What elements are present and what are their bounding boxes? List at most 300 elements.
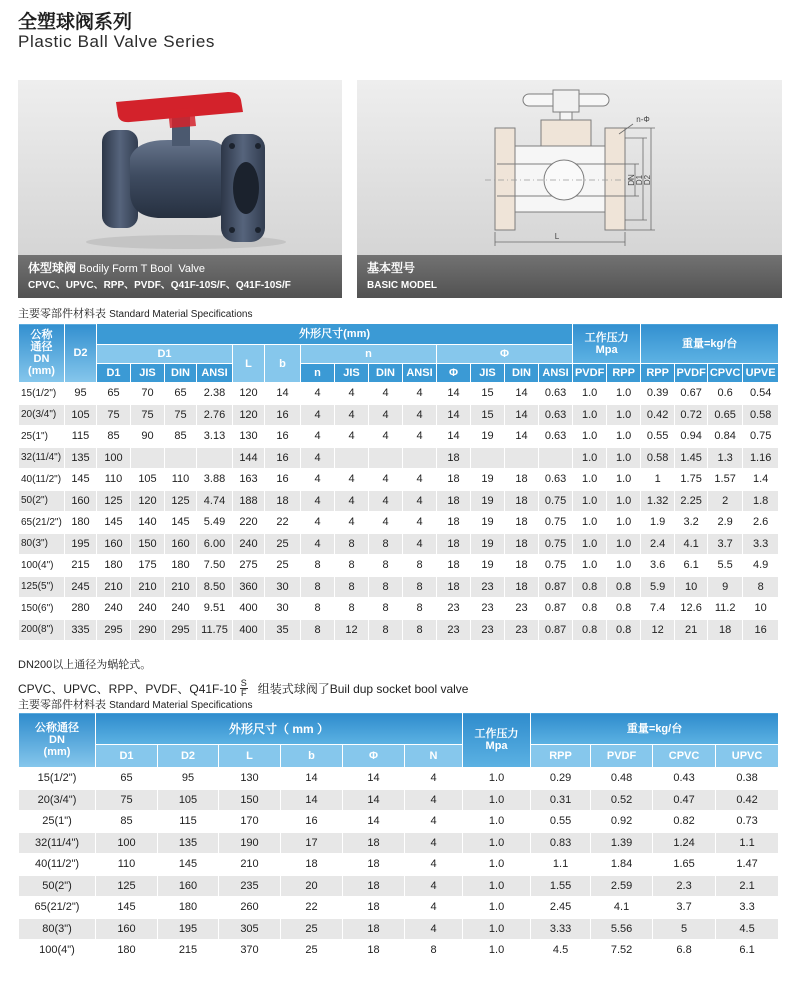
value-cell: 1.16 [743, 447, 779, 469]
value-cell: 215 [65, 555, 97, 577]
basic-model-panel [357, 80, 782, 298]
value-cell: 1.84 [591, 854, 653, 876]
value-cell: 7.52 [591, 940, 653, 962]
value-cell: 18 [343, 832, 405, 854]
value-cell: 8 [335, 576, 369, 598]
table-row [19, 918, 779, 940]
value-cell: 1.0 [573, 404, 607, 426]
value-cell: 4 [405, 811, 463, 833]
value-cell: 175 [131, 555, 165, 577]
value-cell: 8 [369, 576, 403, 598]
value-cell: 85 [96, 811, 158, 833]
value-cell: 130 [219, 768, 281, 790]
value-cell: 0.58 [641, 447, 675, 469]
value-cell: 8 [369, 533, 403, 555]
value-cell: 0.67 [675, 383, 708, 405]
value-cell: 25 [281, 918, 343, 940]
value-cell: 125 [96, 875, 158, 897]
product-caption-bar [18, 255, 342, 298]
value-cell: 210 [97, 576, 131, 598]
value-cell: 1.0 [607, 447, 641, 469]
header-sub: UPVE [743, 364, 779, 383]
value-cell: 7.50 [197, 555, 233, 577]
value-cell: 10 [743, 598, 779, 620]
value-cell: 22 [265, 512, 301, 534]
value-cell: 4 [403, 490, 437, 512]
dn-cell: 50(2") [19, 875, 96, 897]
value-cell: 4 [405, 918, 463, 940]
value-cell: 4 [301, 404, 335, 426]
drawing-bonnet [541, 120, 591, 146]
value-cell: 188 [233, 490, 265, 512]
value-cell: 195 [65, 533, 97, 555]
value-cell: 0.55 [641, 426, 675, 448]
table-row [19, 533, 779, 555]
ball-valve-photo [18, 80, 342, 255]
value-cell: 160 [158, 875, 219, 897]
value-cell: 1.3 [708, 447, 743, 469]
value-cell: 18 [437, 533, 471, 555]
value-cell: 0.43 [653, 768, 716, 790]
value-cell: 8 [335, 533, 369, 555]
value-cell: 4 [335, 426, 369, 448]
value-cell: 210 [165, 576, 197, 598]
value-cell: 110 [165, 469, 197, 491]
value-cell: 3.13 [197, 426, 233, 448]
value-cell: 5.9 [641, 576, 675, 598]
dn-cell: 25(1") [19, 426, 65, 448]
value-cell: 4.74 [197, 490, 233, 512]
value-cell: 8 [369, 619, 403, 641]
value-cell: 2.45 [531, 897, 591, 919]
bolt-hole [229, 143, 235, 149]
n-phi-label: n-Φ [636, 115, 650, 124]
value-cell: 1.55 [531, 875, 591, 897]
value-cell: 1.0 [573, 512, 607, 534]
basic-model-cn: 基本型号 [367, 261, 416, 275]
value-cell: 210 [131, 576, 165, 598]
value-cell: 0.73 [716, 811, 779, 833]
value-cell: 65 [165, 383, 197, 405]
value-cell: 65 [97, 383, 131, 405]
value-cell: 6.1 [716, 940, 779, 962]
value-cell: 4 [403, 404, 437, 426]
value-cell: 1.57 [708, 469, 743, 491]
value-cell: 400 [233, 619, 265, 641]
value-cell: 4 [335, 490, 369, 512]
value-cell: 3.6 [641, 555, 675, 577]
value-cell: 4 [405, 832, 463, 854]
value-cell: 0.47 [653, 789, 716, 811]
header-sub: ANSI [403, 364, 437, 383]
header-dn-line: 通径 [30, 341, 53, 353]
table-row [19, 404, 779, 426]
value-cell: 5.5 [708, 555, 743, 577]
value-cell: 75 [165, 404, 197, 426]
value-cell: 90 [131, 426, 165, 448]
value-cell: 105 [65, 404, 97, 426]
fraction-top: S [240, 678, 247, 688]
value-cell: 335 [65, 619, 97, 641]
value-cell: 4 [335, 404, 369, 426]
header-weight: 重量=kg/台 [531, 713, 779, 745]
value-cell: 0.63 [539, 426, 573, 448]
value-cell: 23 [437, 598, 471, 620]
value-cell: 1.32 [641, 490, 675, 512]
header-sub: N [405, 745, 463, 768]
value-cell: 3.2 [675, 512, 708, 534]
value-cell: 0.84 [708, 426, 743, 448]
value-cell: 4 [403, 426, 437, 448]
header-sub: Φ [343, 745, 405, 768]
value-cell: 125 [165, 490, 197, 512]
value-cell: 10 [675, 576, 708, 598]
value-cell: 1.0 [607, 512, 641, 534]
value-cell: 240 [165, 598, 197, 620]
value-cell: 4.5 [531, 940, 591, 962]
value-cell: 4 [403, 533, 437, 555]
value-cell: 18 [708, 619, 743, 641]
table-row [19, 426, 779, 448]
value-cell: 120 [233, 404, 265, 426]
dn-cell: 25(1") [19, 811, 96, 833]
table-row [19, 940, 779, 962]
value-cell: 0.65 [708, 404, 743, 426]
value-cell: 0.63 [539, 383, 573, 405]
header-sub: n [301, 364, 335, 383]
header-dimensions: 外形尺寸(mm) [97, 324, 573, 345]
value-cell: 1.0 [573, 447, 607, 469]
value-cell: 25 [265, 533, 301, 555]
value-cell: 180 [96, 940, 158, 962]
bolt-hole [255, 143, 261, 149]
header-weight: 重量=kg/台 [641, 324, 779, 364]
dn-cell: 80(3") [19, 533, 65, 555]
value-cell: 35 [265, 619, 301, 641]
value-cell: 8 [403, 598, 437, 620]
basic-model-caption-bar [357, 255, 782, 298]
value-cell: 4 [403, 512, 437, 534]
value-cell: 14 [281, 789, 343, 811]
basic-model-drawing [357, 80, 782, 255]
fraction-bottom: F [240, 688, 247, 698]
value-cell: 305 [219, 918, 281, 940]
value-cell: 16 [265, 404, 301, 426]
header-pressure-unit: Mpa [595, 343, 618, 356]
value-cell: 110 [96, 854, 158, 876]
value-cell: 400 [233, 598, 265, 620]
header-dn-line: 公称通径 [35, 722, 79, 734]
value-cell: 1.0 [607, 404, 641, 426]
value-cell: 2 [708, 490, 743, 512]
header-dn-line: DN [33, 353, 50, 365]
value-cell: 1.39 [591, 832, 653, 854]
table-row [19, 897, 779, 919]
value-cell: 160 [96, 918, 158, 940]
header-dimensions: 外形尺寸（ mm ） [96, 713, 463, 745]
table2-body [19, 768, 779, 962]
value-cell: 12 [641, 619, 675, 641]
value-cell: 8 [369, 555, 403, 577]
table1-header-row [19, 324, 779, 345]
value-cell: 19 [471, 512, 505, 534]
header-d1-group: D1 [97, 345, 233, 364]
value-cell: 115 [158, 811, 219, 833]
drawing-area [357, 80, 782, 255]
value-cell: 12 [335, 619, 369, 641]
value-cell: 100 [97, 447, 131, 469]
value-cell: 18 [437, 576, 471, 598]
value-cell: 5.49 [197, 512, 233, 534]
value-cell: 30 [265, 576, 301, 598]
value-cell: 4.1 [675, 533, 708, 555]
value-cell: 18 [505, 469, 539, 491]
value-cell: 4 [369, 490, 403, 512]
socket-valve-spec-table [18, 712, 779, 962]
table-row [19, 512, 779, 534]
value-cell: 1.45 [675, 447, 708, 469]
value-cell [165, 447, 197, 469]
value-cell: 1.0 [573, 469, 607, 491]
value-cell: 19 [471, 555, 505, 577]
value-cell: 11.75 [197, 619, 233, 641]
table-row [19, 598, 779, 620]
valve-body [130, 140, 232, 218]
value-cell: 1.0 [463, 918, 531, 940]
value-cell: 75 [131, 404, 165, 426]
value-cell: 1.0 [573, 383, 607, 405]
header-dn-line: DN [49, 734, 65, 746]
drawing-handle-hub [553, 90, 579, 112]
value-cell: 0.83 [531, 832, 591, 854]
header-dn-line: 公称 [30, 329, 53, 341]
header-pressure [573, 324, 641, 364]
table2-caption-cn: 主要零部件材料表 [18, 699, 106, 711]
value-cell: 1.24 [653, 832, 716, 854]
dn200-note: DN200以上通径为蜗轮式。 [18, 659, 152, 671]
value-cell: 21 [675, 619, 708, 641]
value-cell: 18 [505, 533, 539, 555]
dn-cell: 40(11/2") [19, 469, 65, 491]
value-cell: 0.75 [539, 512, 573, 534]
value-cell: 30 [265, 598, 301, 620]
header-sub: D2 [158, 745, 219, 768]
value-cell [403, 447, 437, 469]
table-row [19, 490, 779, 512]
value-cell: 0.63 [539, 404, 573, 426]
value-cell: 2.76 [197, 404, 233, 426]
value-cell: 65 [96, 768, 158, 790]
dn-cell: 65(21/2") [19, 897, 96, 919]
value-cell: 145 [165, 512, 197, 534]
value-cell: 0.6 [708, 383, 743, 405]
value-cell: 3.3 [716, 897, 779, 919]
value-cell: 0.48 [591, 768, 653, 790]
value-cell: 4 [369, 512, 403, 534]
header-sub: DIN [505, 364, 539, 383]
header-sub: RPP [531, 745, 591, 768]
value-cell: 7.4 [641, 598, 675, 620]
value-cell: 2.59 [591, 875, 653, 897]
value-cell: 8 [369, 598, 403, 620]
value-cell: 0.82 [653, 811, 716, 833]
value-cell: 163 [233, 469, 265, 491]
value-cell: 1.75 [675, 469, 708, 491]
value-cell: 3.88 [197, 469, 233, 491]
value-cell: 18 [265, 490, 301, 512]
value-cell: 2.9 [708, 512, 743, 534]
dn-cell: 200(8") [19, 619, 65, 641]
value-cell: 4.1 [591, 897, 653, 919]
value-cell: 8 [403, 576, 437, 598]
value-cell: 3.33 [531, 918, 591, 940]
value-cell: 0.38 [716, 768, 779, 790]
value-cell: 8 [403, 619, 437, 641]
dn-cell: 40(11/2") [19, 854, 96, 876]
value-cell: 1.0 [463, 854, 531, 876]
value-cell: 25 [281, 940, 343, 962]
dn-cell: 50(2") [19, 490, 65, 512]
header-phi-group: Φ [437, 345, 573, 364]
value-cell: 23 [505, 598, 539, 620]
value-cell: 11.2 [708, 598, 743, 620]
value-cell: 0.55 [531, 811, 591, 833]
table-row [19, 875, 779, 897]
value-cell: 280 [65, 598, 97, 620]
value-cell: 20 [281, 875, 343, 897]
value-cell: 18 [437, 512, 471, 534]
value-cell: 1 [641, 469, 675, 491]
table-row [19, 832, 779, 854]
value-cell: 16 [743, 619, 779, 641]
table1-header-row [19, 364, 779, 383]
value-cell: 4 [403, 469, 437, 491]
value-cell: 14 [437, 383, 471, 405]
value-cell: 6.00 [197, 533, 233, 555]
value-cell: 210 [219, 854, 281, 876]
value-cell: 4 [301, 490, 335, 512]
header-dn [19, 324, 65, 383]
value-cell: 25 [265, 555, 301, 577]
value-cell: 8 [743, 576, 779, 598]
value-cell: 85 [165, 426, 197, 448]
value-cell: 1.0 [463, 940, 531, 962]
header-b: b [265, 345, 301, 383]
value-cell: 1.0 [463, 897, 531, 919]
value-cell: 2.4 [641, 533, 675, 555]
value-cell [131, 447, 165, 469]
header-sub: CPVC [653, 745, 716, 768]
value-cell: 1.4 [743, 469, 779, 491]
value-cell: 4 [301, 512, 335, 534]
value-cell: 1.0 [463, 811, 531, 833]
value-cell: 180 [65, 512, 97, 534]
value-cell: 125 [97, 490, 131, 512]
value-cell: 1.0 [573, 555, 607, 577]
value-cell: 5.56 [591, 918, 653, 940]
header-d2: D2 [65, 324, 97, 383]
value-cell [471, 447, 505, 469]
value-cell: 370 [219, 940, 281, 962]
dn-cell: 32(11/4") [19, 832, 96, 854]
header-pressure-line: 工作压力 [474, 728, 519, 740]
value-cell: 0.87 [539, 576, 573, 598]
value-cell: 23 [437, 619, 471, 641]
dn-cell: 150(6") [19, 598, 65, 620]
value-cell: 240 [97, 598, 131, 620]
value-cell: 0.87 [539, 619, 573, 641]
value-cell: 220 [233, 512, 265, 534]
value-cell: 16 [265, 447, 301, 469]
dn-cell: 80(3") [19, 918, 96, 940]
drawing-left-flange [495, 128, 515, 230]
header-sub: ANSI [197, 364, 233, 383]
l-label: L [554, 232, 560, 241]
value-cell: 245 [65, 576, 97, 598]
value-cell: 14 [437, 404, 471, 426]
header-pressure [463, 713, 531, 768]
dn-cell: 32(11/4") [19, 447, 65, 469]
value-cell [539, 447, 573, 469]
value-cell: 275 [233, 555, 265, 577]
product-caption-line1 [28, 260, 332, 278]
value-cell: 3.3 [743, 533, 779, 555]
value-cell: 0.8 [573, 619, 607, 641]
dn-cell: 125(5") [19, 576, 65, 598]
value-cell: 1.8 [743, 490, 779, 512]
value-cell: 0.87 [539, 598, 573, 620]
value-cell: 1.0 [573, 533, 607, 555]
value-cell: 215 [158, 940, 219, 962]
table1-header [19, 324, 779, 383]
value-cell: 3.7 [653, 897, 716, 919]
value-cell: 0.8 [573, 598, 607, 620]
value-cell: 130 [233, 426, 265, 448]
header-sub: JIS [471, 364, 505, 383]
drawing-right-flange [605, 128, 625, 230]
value-cell: 0.63 [539, 469, 573, 491]
header-pressure-unit: Mpa [485, 740, 508, 752]
value-cell: 360 [233, 576, 265, 598]
value-cell [369, 447, 403, 469]
value-cell: 1.65 [653, 854, 716, 876]
value-cell: 2.3 [653, 875, 716, 897]
value-cell: 0.8 [573, 576, 607, 598]
value-cell: 1.0 [607, 426, 641, 448]
value-cell: 18 [505, 576, 539, 598]
value-cell: 6.1 [675, 555, 708, 577]
value-cell: 260 [219, 897, 281, 919]
value-cell: 8 [301, 598, 335, 620]
value-cell: 0.8 [607, 576, 641, 598]
value-cell: 8.50 [197, 576, 233, 598]
value-cell: 75 [96, 789, 158, 811]
value-cell: 0.29 [531, 768, 591, 790]
value-cell: 2.25 [675, 490, 708, 512]
table1-body [19, 383, 779, 641]
table1-caption [18, 305, 252, 321]
table-row [19, 854, 779, 876]
value-cell: 4.9 [743, 555, 779, 577]
value-cell: 2.38 [197, 383, 233, 405]
value-cell: 1.0 [607, 555, 641, 577]
value-cell: 1.0 [607, 469, 641, 491]
value-cell: 105 [131, 469, 165, 491]
value-cell: 135 [65, 447, 97, 469]
flanged-valve-spec-table [18, 323, 779, 641]
value-cell: 1.1 [531, 854, 591, 876]
value-cell: 160 [165, 533, 197, 555]
